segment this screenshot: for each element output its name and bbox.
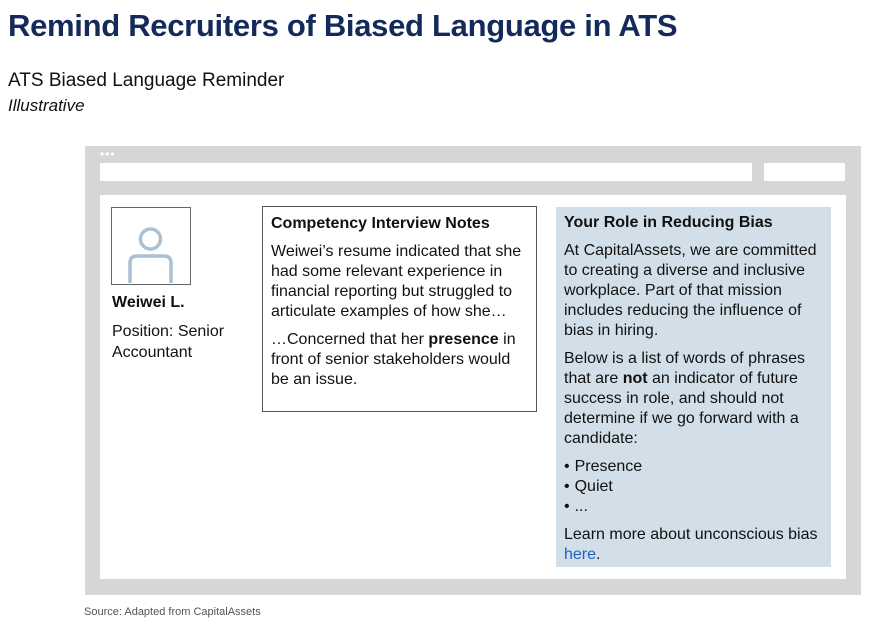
list-item: • Quiet [564, 477, 823, 497]
candidate-name: Weiwei L. [112, 294, 185, 311]
bias-text-before: Below is a list of words of phrases that are [564, 350, 805, 387]
address-bar[interactable] [100, 163, 752, 181]
page-subtitle: ATS Biased Language Reminder [8, 70, 285, 91]
bias-paragraph-1: At CapitalAssets, we are committed to creating a diverse and inclusive workplace. Part of that mission includes reducing the influence of bias in hiring. [564, 242, 817, 339]
person-icon [112, 208, 189, 283]
notes-heading: Competency Interview Notes [271, 215, 490, 232]
notes-text-before: …Concerned that her [271, 331, 429, 348]
bias-heading: Your Role in Reducing Bias [564, 214, 773, 231]
search-bar[interactable] [764, 163, 845, 181]
candidate-position: Position: Senior Accountant [112, 323, 225, 361]
window-controls[interactable]: ••• [100, 147, 116, 161]
browser-window [85, 146, 861, 595]
bias-paragraph-2 [564, 349, 823, 449]
interview-notes-panel [262, 206, 537, 412]
bias-text-after: an indicator of future success in role, and should not determine if we go forward with a candidate: [564, 370, 799, 447]
flagged-word: presence [428, 331, 499, 348]
learn-more-before: Learn more about unconscious bias [564, 526, 818, 543]
page-title: Remind Recruiters of Biased Language in ATS [8, 8, 678, 43]
bias-reminder-panel [556, 207, 831, 567]
list-item: • ... [564, 497, 823, 517]
ats-content [100, 195, 846, 579]
illustrative-note: Illustrative [8, 96, 85, 115]
notes-paragraph-2 [271, 330, 528, 390]
learn-more-link[interactable]: here [564, 546, 597, 563]
learn-more-after: . [596, 546, 601, 563]
emphasis-not: not [622, 370, 648, 387]
learn-more-text [564, 525, 823, 565]
source-note: Source: Adapted from CapitalAssets [84, 606, 261, 618]
biased-words-list [564, 457, 823, 517]
notes-text-after: in front of senior stakeholders would be an issue. [271, 331, 516, 388]
list-item: • Presence [564, 457, 823, 477]
notes-paragraph-1: Weiwei’s resume indicated that she had some relevant experience in financial reporting but struggled to articulate examples of how she… [271, 243, 522, 320]
avatar [111, 207, 191, 285]
